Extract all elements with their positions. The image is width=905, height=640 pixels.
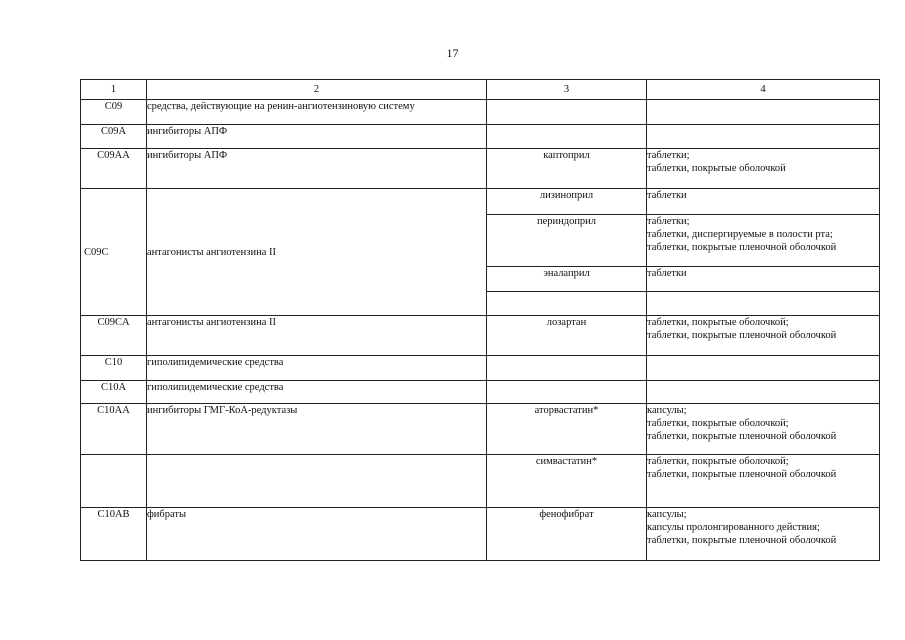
- drug-name: симвастатин*: [487, 455, 647, 508]
- drug-name: аторвастатин*: [487, 404, 647, 455]
- dosage-forms: [647, 189, 880, 215]
- column-header: 3: [487, 80, 647, 100]
- table-row: [81, 149, 880, 189]
- dosage-forms: [647, 149, 880, 189]
- table-row: [81, 455, 880, 508]
- drug-name: лозартан: [487, 316, 647, 356]
- dosage-forms: [647, 356, 880, 381]
- dosage-form-line: таблетки, покрытые оболочкой: [647, 163, 786, 174]
- drug-name: фенофибрат: [487, 508, 647, 561]
- dosage-form-line: таблетки, покрытые пленочной оболочкой: [647, 242, 837, 253]
- atc-code: C09CA: [81, 316, 147, 356]
- dosage-forms: [647, 215, 880, 267]
- dosage-form-line: таблетки, покрытые оболочкой;: [647, 418, 789, 429]
- dosage-form-line: таблетки, покрытые оболочкой;: [647, 456, 789, 467]
- dosage-form-line: таблетки: [647, 268, 687, 279]
- column-header: 2: [147, 80, 487, 100]
- table-row: [81, 189, 880, 215]
- dosage-forms: [647, 381, 880, 404]
- dosage-form-line: таблетки: [647, 190, 687, 201]
- group-name: средства, действующие на ренин-ангиотензиновую систему: [147, 100, 487, 125]
- table-row: [81, 381, 880, 404]
- atc-code: C09A: [81, 125, 147, 149]
- drug-name: каптоприл: [487, 149, 647, 189]
- group-name: гиполипидемические средства: [147, 356, 487, 381]
- column-header: 4: [647, 80, 880, 100]
- dosage-form-line: капсулы пролонгированного действия;: [647, 522, 820, 533]
- dosage-form-line: капсулы;: [647, 405, 687, 416]
- drug-name: периндоприл: [487, 215, 647, 267]
- group-name: [147, 455, 487, 508]
- dosage-form-line: таблетки, покрытые оболочкой;: [647, 317, 789, 328]
- drug-name: [487, 292, 647, 316]
- table-row: [81, 508, 880, 561]
- dosage-forms: [647, 292, 880, 316]
- table-row: [81, 404, 880, 455]
- atc-code: C09: [81, 100, 147, 125]
- dosage-form-line: таблетки, покрытые пленочной оболочкой: [647, 431, 837, 442]
- atc-code: C09C: [81, 189, 147, 316]
- dosage-form-line: капсулы;: [647, 509, 687, 520]
- header-row: [81, 80, 880, 100]
- atc-code: [81, 455, 147, 508]
- table-row: [81, 316, 880, 356]
- dosage-form-line: таблетки, покрытые пленочной оболочкой: [647, 469, 837, 480]
- group-name: ингибиторы ГМГ-КоА-редуктазы: [147, 404, 487, 455]
- drug-name: [487, 381, 647, 404]
- dosage-form-line: таблетки, покрытые пленочной оболочкой: [647, 330, 837, 341]
- dosage-form-line: таблетки, покрытые пленочной оболочкой: [647, 535, 837, 546]
- group-name: гиполипидемические средства: [147, 381, 487, 404]
- dosage-forms: [647, 455, 880, 508]
- drug-name: [487, 100, 647, 125]
- dosage-forms: [647, 100, 880, 125]
- dosage-forms: [647, 267, 880, 292]
- atc-code: C10AB: [81, 508, 147, 561]
- atc-code: C09AA: [81, 149, 147, 189]
- atc-code: C10AA: [81, 404, 147, 455]
- dosage-form-line: таблетки;: [647, 150, 690, 161]
- medicines-table: [80, 79, 880, 561]
- table-row: [81, 125, 880, 149]
- drug-name: [487, 125, 647, 149]
- drug-name: эналаприл: [487, 267, 647, 292]
- group-name: антагонисты ангиотензина II: [147, 316, 487, 356]
- group-name: ингибиторы АПФ: [147, 125, 487, 149]
- group-name: антагонисты ангиотензина II: [147, 189, 487, 316]
- atc-code: C10: [81, 356, 147, 381]
- dosage-forms: [647, 404, 880, 455]
- drug-name: лизиноприл: [487, 189, 647, 215]
- column-header: 1: [81, 80, 147, 100]
- drug-name: [487, 356, 647, 381]
- table-row: [81, 100, 880, 125]
- dosage-forms: [647, 316, 880, 356]
- dosage-form-line: таблетки, диспергируемые в полости рта;: [647, 229, 833, 240]
- group-name: ингибиторы АПФ: [147, 149, 487, 189]
- dosage-forms: [647, 125, 880, 149]
- dosage-forms: [647, 508, 880, 561]
- table-row: [81, 356, 880, 381]
- group-name: фибраты: [147, 508, 487, 561]
- page-number: 17: [446, 46, 459, 60]
- atc-code: C10A: [81, 381, 147, 404]
- dosage-form-line: таблетки;: [647, 216, 690, 227]
